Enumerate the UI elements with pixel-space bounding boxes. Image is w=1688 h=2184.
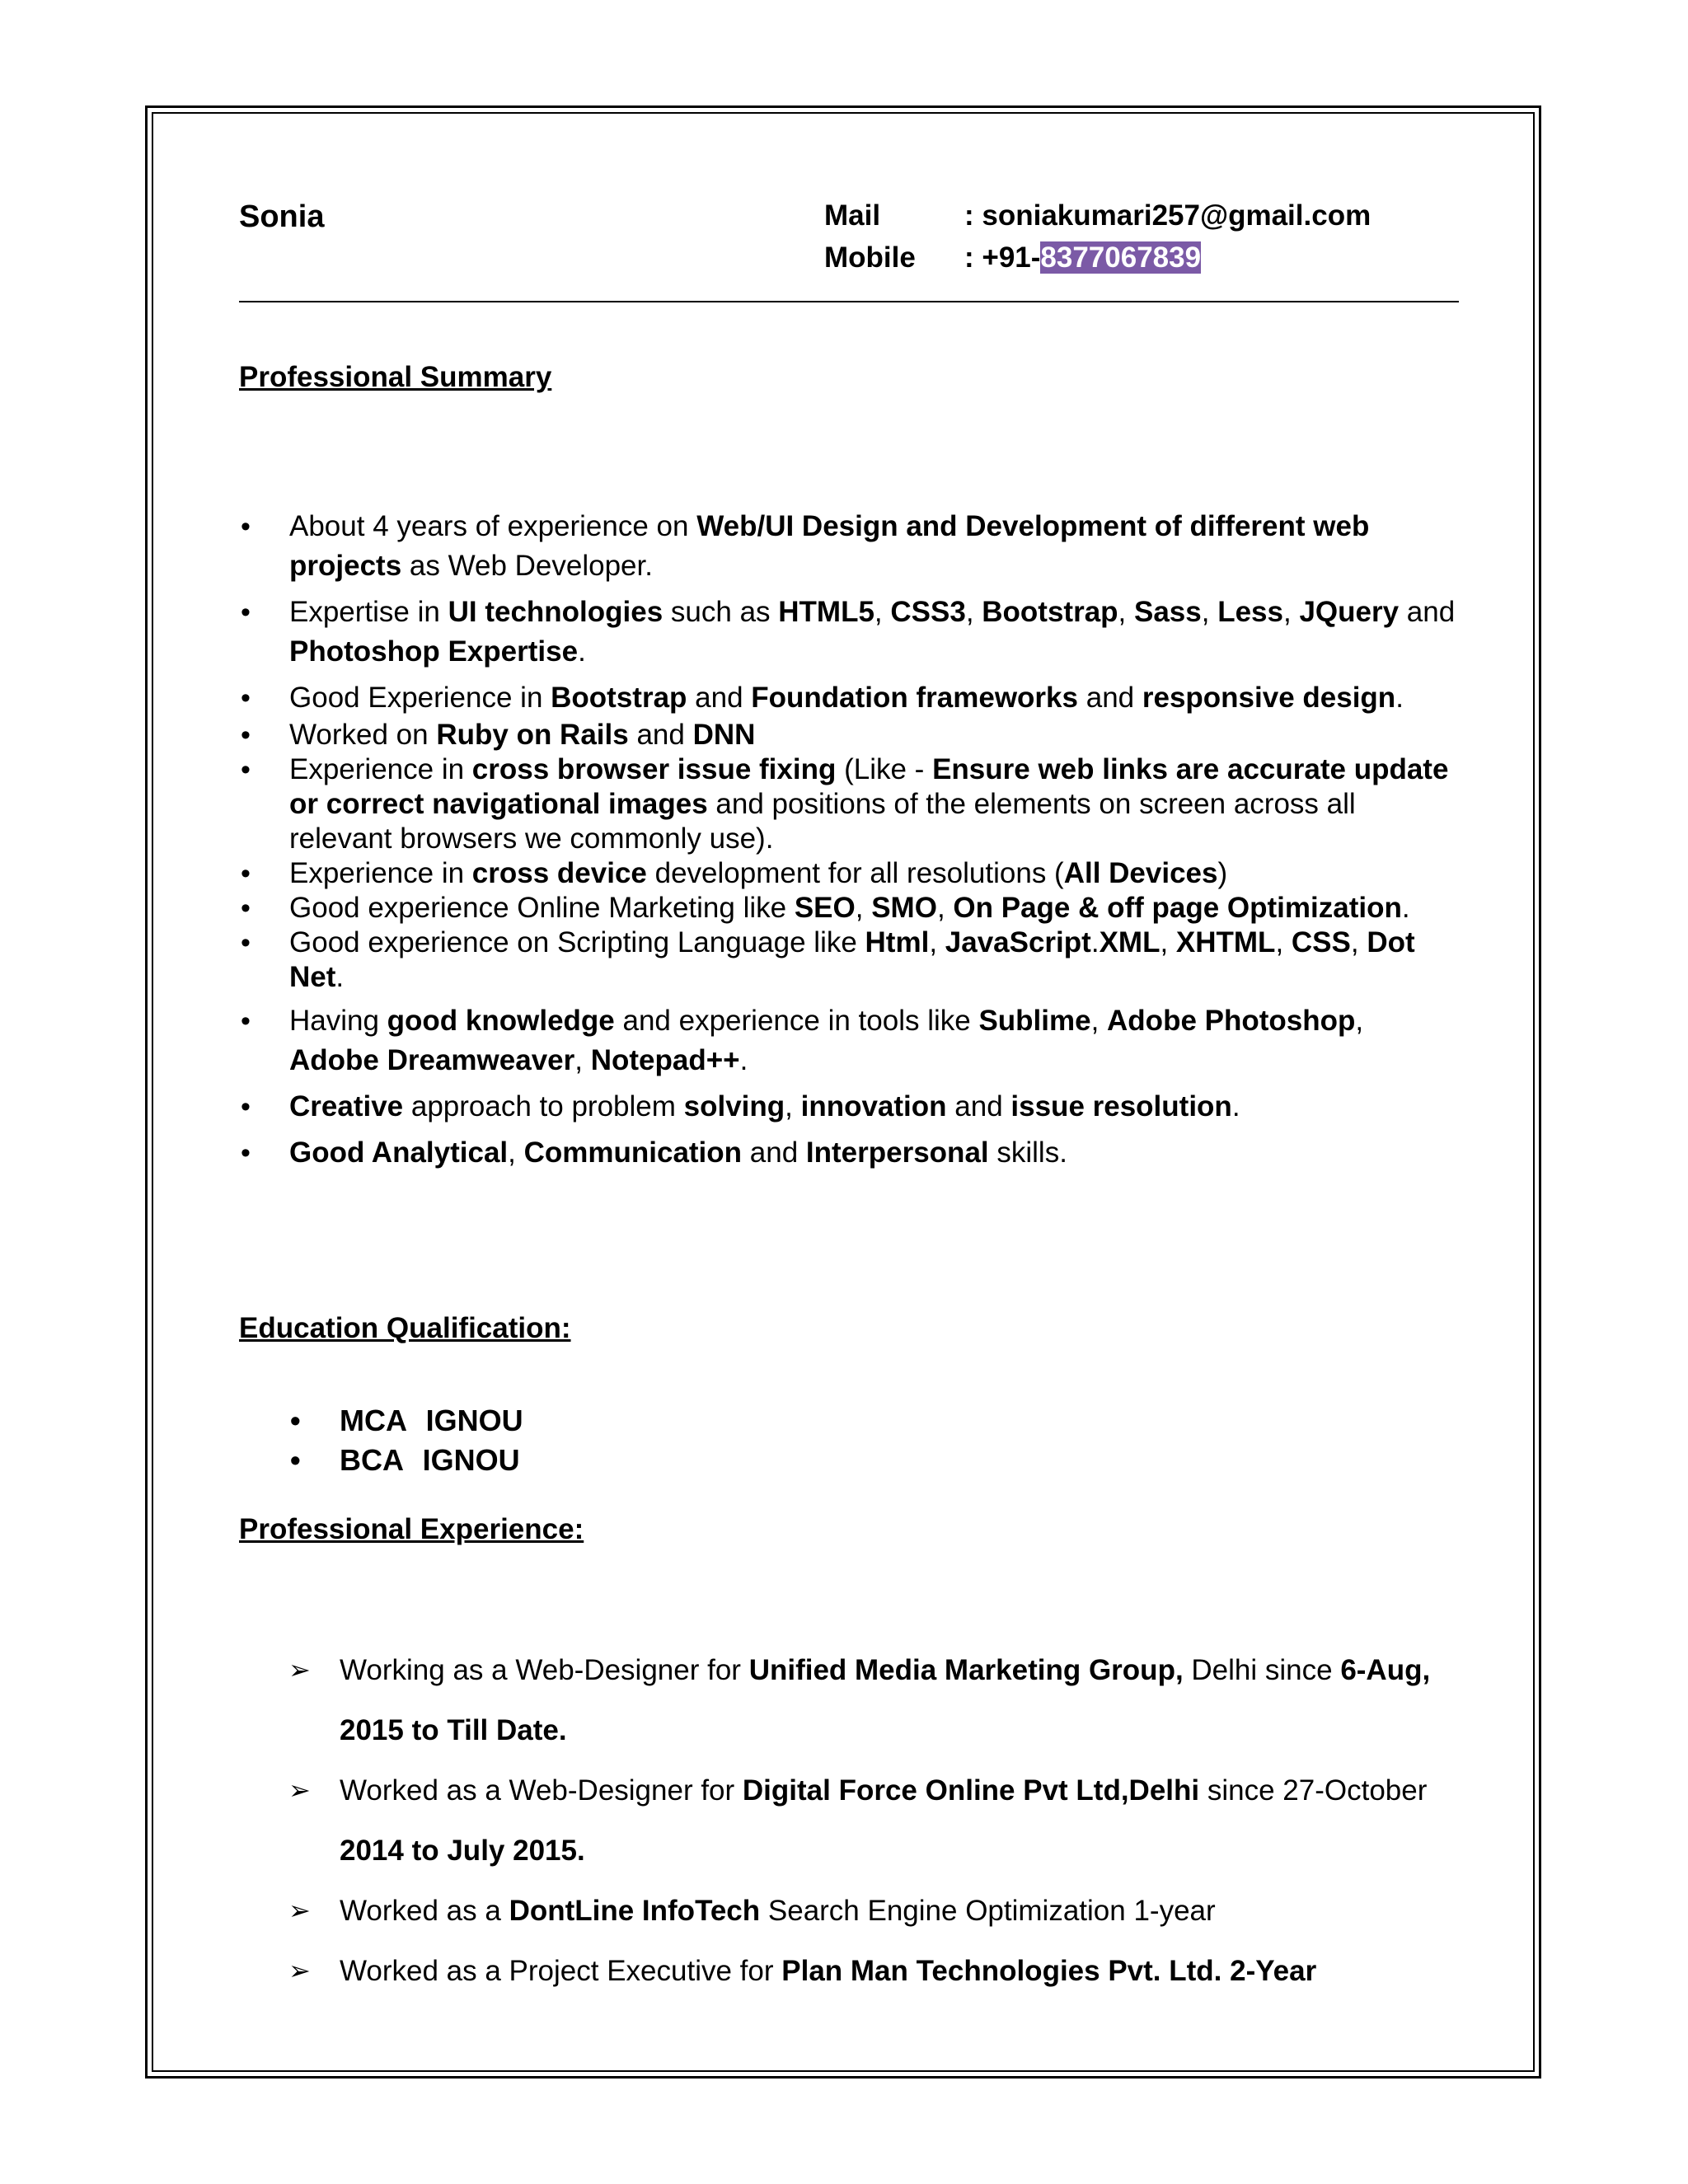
summary-item: • Having good knowledge and experience in tools like Sublime, Adobe Photoshop, Adobe Dreamweaver, Notepad++. — [239, 1001, 1459, 1080]
summary-item: • Worked on Ruby on Rails and DNN — [239, 718, 1459, 752]
experience-heading: Professional Experience: — [239, 1513, 584, 1545]
summary-item: • Good Analytical, Communication and Interpersonal skills. — [239, 1133, 1459, 1173]
experience-item: ➢ Working as a Web-Designer for Unified Media Marketing Group, Delhi since 6-Aug, 2015 to Till Date. — [288, 1640, 1459, 1760]
candidate-name: Sonia — [239, 199, 325, 234]
summary-item: • Good experience on Scripting Language like Html, JavaScript.XML, XHTML, CSS, Dot Net. — [239, 926, 1459, 995]
summary-item: • About 4 years of experience on Web/UI Design and Development of different web projects as Web Developer. — [239, 507, 1459, 586]
education-item: • MCA IGNOU — [288, 1401, 523, 1441]
mail-label: Mail — [824, 199, 881, 232]
mobile-value — [964, 241, 1201, 274]
mobile-label: Mobile — [824, 241, 916, 274]
summary-heading: Professional Summary — [239, 361, 552, 393]
experience-item: ➢ Worked as a DontLine InfoTech Search Engine Optimization 1-year — [288, 1881, 1459, 1941]
experience-item: ➢ Worked as a Project Executive for Plan Man Technologies Pvt. Ltd. 2-Year — [288, 1941, 1459, 2001]
experience-item: ➢ Worked as a Web-Designer for Digital Force Online Pvt Ltd,Delhi since 27-October 2014 to July 2015. — [288, 1760, 1459, 1881]
education-item: • BCA IGNOU — [288, 1441, 523, 1480]
summary-list — [239, 507, 1459, 1173]
summary-item: • Expertise in UI technologies such as HTML5, CSS3, Bootstrap, Sass, Less, JQuery and Photoshop Expertise. — [239, 593, 1459, 672]
mobile-prefix: : +91- — [964, 241, 1041, 274]
experience-list — [288, 1640, 1459, 2001]
summary-item: • Good Experience in Bootstrap and Foundation frameworks and responsive design. — [239, 678, 1459, 718]
mobile-number-highlighted[interactable]: 8377067839 — [1040, 241, 1202, 274]
mail-value[interactable]: : soniakumari257@gmail.com — [964, 199, 1372, 232]
education-heading: Education Qualification: — [239, 1312, 571, 1344]
summary-item: • Experience in cross browser issue fixing (Like - Ensure web links are accurate update or correct navigational images and positions of the elements on screen across all relevant browsers we commonly use). — [239, 752, 1459, 856]
summary-item: • Experience in cross device development for all resolutions (All Devices) — [239, 856, 1459, 891]
education-list — [288, 1401, 523, 1480]
summary-item: • Creative approach to problem solving, innovation and issue resolution. — [239, 1087, 1459, 1127]
summary-item: • Good experience Online Marketing like SEO, SMO, On Page & off page Optimization. — [239, 891, 1459, 926]
header-divider — [239, 301, 1459, 302]
